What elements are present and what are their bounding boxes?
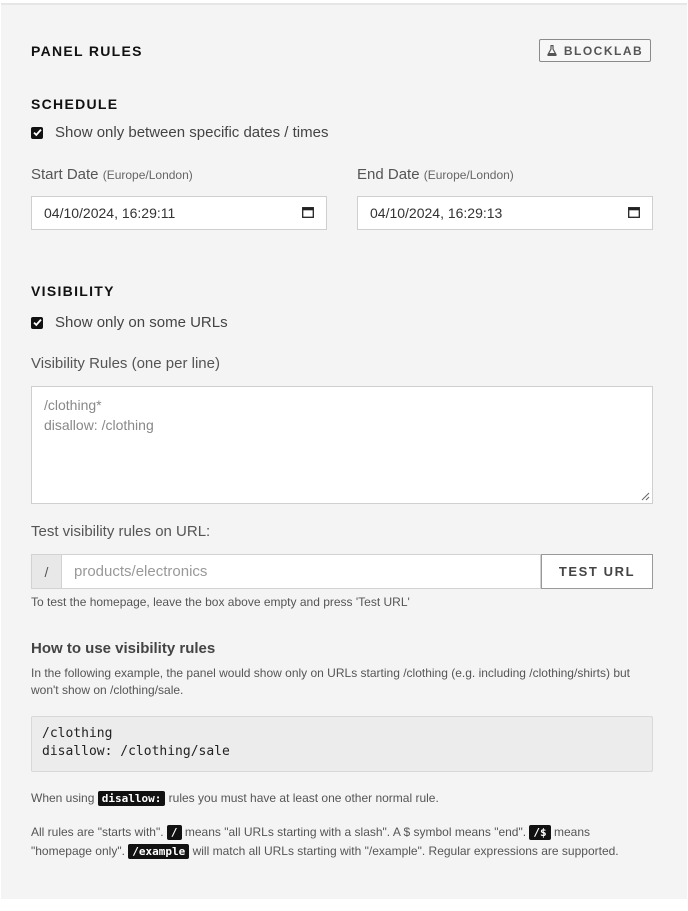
disallow-note-post: rules you must have at least one other normal rule. bbox=[168, 791, 439, 805]
visibility-checkbox[interactable] bbox=[31, 317, 43, 329]
rules-syntax-note bbox=[31, 823, 653, 861]
badge-label: BLOCKLAB bbox=[563, 43, 644, 58]
start-date-label-text: Start Date bbox=[31, 166, 99, 183]
rules-placeholder-line-2: disallow: /clothing bbox=[44, 417, 154, 433]
end-date-value: 04/10/2024, 16:29:13 bbox=[370, 205, 503, 221]
check-icon bbox=[33, 128, 42, 137]
slash-code-tag: / bbox=[167, 825, 182, 840]
rules-placeholder-line-1: /clothing* bbox=[44, 397, 102, 413]
panel-title: PANEL RULES bbox=[31, 43, 143, 59]
start-date-label bbox=[31, 166, 193, 183]
calendar-icon[interactable] bbox=[302, 205, 314, 221]
start-date-input[interactable] bbox=[31, 196, 327, 230]
syntax-note-a: All rules are "starts with". bbox=[31, 825, 164, 839]
end-date-label bbox=[357, 166, 514, 183]
blocklab-badge[interactable] bbox=[539, 39, 651, 62]
visibility-title: VISIBILITY bbox=[31, 283, 115, 299]
howto-title: How to use visibility rules bbox=[31, 640, 216, 657]
disallow-note bbox=[31, 790, 439, 807]
resize-handle-icon[interactable] bbox=[641, 492, 650, 501]
visibility-rules-label: Visibility Rules (one per line) bbox=[31, 355, 220, 372]
syntax-note-b: means "all URLs starting with a slash". A $ symbol means "end". bbox=[184, 825, 527, 839]
schedule-checkbox-row[interactable] bbox=[31, 124, 328, 141]
test-url-label: Test visibility rules on URL: bbox=[31, 523, 211, 540]
flask-icon bbox=[547, 45, 557, 56]
panel-rules-container bbox=[1, 3, 687, 899]
howto-intro: In the following example, the panel would show only on URLs starting /clothing (e.g. including /clothing/shirts) but won't show on /clothing/sale. bbox=[31, 666, 630, 697]
end-date-timezone: (Europe/London) bbox=[423, 168, 514, 182]
end-date-input[interactable] bbox=[357, 196, 653, 230]
start-date-timezone: (Europe/London) bbox=[102, 168, 193, 182]
test-url-row bbox=[31, 554, 653, 589]
test-url-placeholder: products/electronics bbox=[74, 563, 208, 580]
url-prefix: / bbox=[31, 554, 61, 589]
visibility-rules-textarea[interactable] bbox=[31, 386, 653, 504]
syntax-note-c: means "homepage only". bbox=[31, 825, 591, 858]
test-url-button[interactable]: TEST URL bbox=[541, 554, 653, 589]
homepage-code-tag: /$ bbox=[529, 825, 550, 840]
syntax-note-d: will match all URLs starting with "/example". Regular expressions are supported. bbox=[192, 844, 619, 858]
start-date-value: 04/10/2024, 16:29:11 bbox=[44, 205, 176, 221]
check-icon bbox=[33, 318, 42, 327]
code-line-2: disallow: /clothing/sale bbox=[42, 744, 230, 759]
schedule-checkbox[interactable] bbox=[31, 127, 43, 139]
disallow-note-pre: When using bbox=[31, 791, 95, 805]
example-code-tag: /example bbox=[128, 844, 189, 859]
visibility-checkbox-label: Show only on some URLs bbox=[55, 314, 228, 331]
calendar-icon[interactable] bbox=[628, 205, 640, 221]
code-line-1: /clothing bbox=[42, 726, 113, 741]
visibility-checkbox-row[interactable] bbox=[31, 314, 228, 331]
test-url-input[interactable] bbox=[61, 554, 541, 589]
test-url-help: To test the homepage, leave the box above empty and press 'Test URL' bbox=[31, 595, 410, 609]
schedule-title: SCHEDULE bbox=[31, 96, 119, 112]
schedule-checkbox-label: Show only between specific dates / times bbox=[55, 124, 329, 141]
end-date-label-text: End Date bbox=[357, 166, 420, 183]
example-code-block bbox=[31, 716, 653, 772]
disallow-code-tag: disallow: bbox=[98, 791, 166, 806]
